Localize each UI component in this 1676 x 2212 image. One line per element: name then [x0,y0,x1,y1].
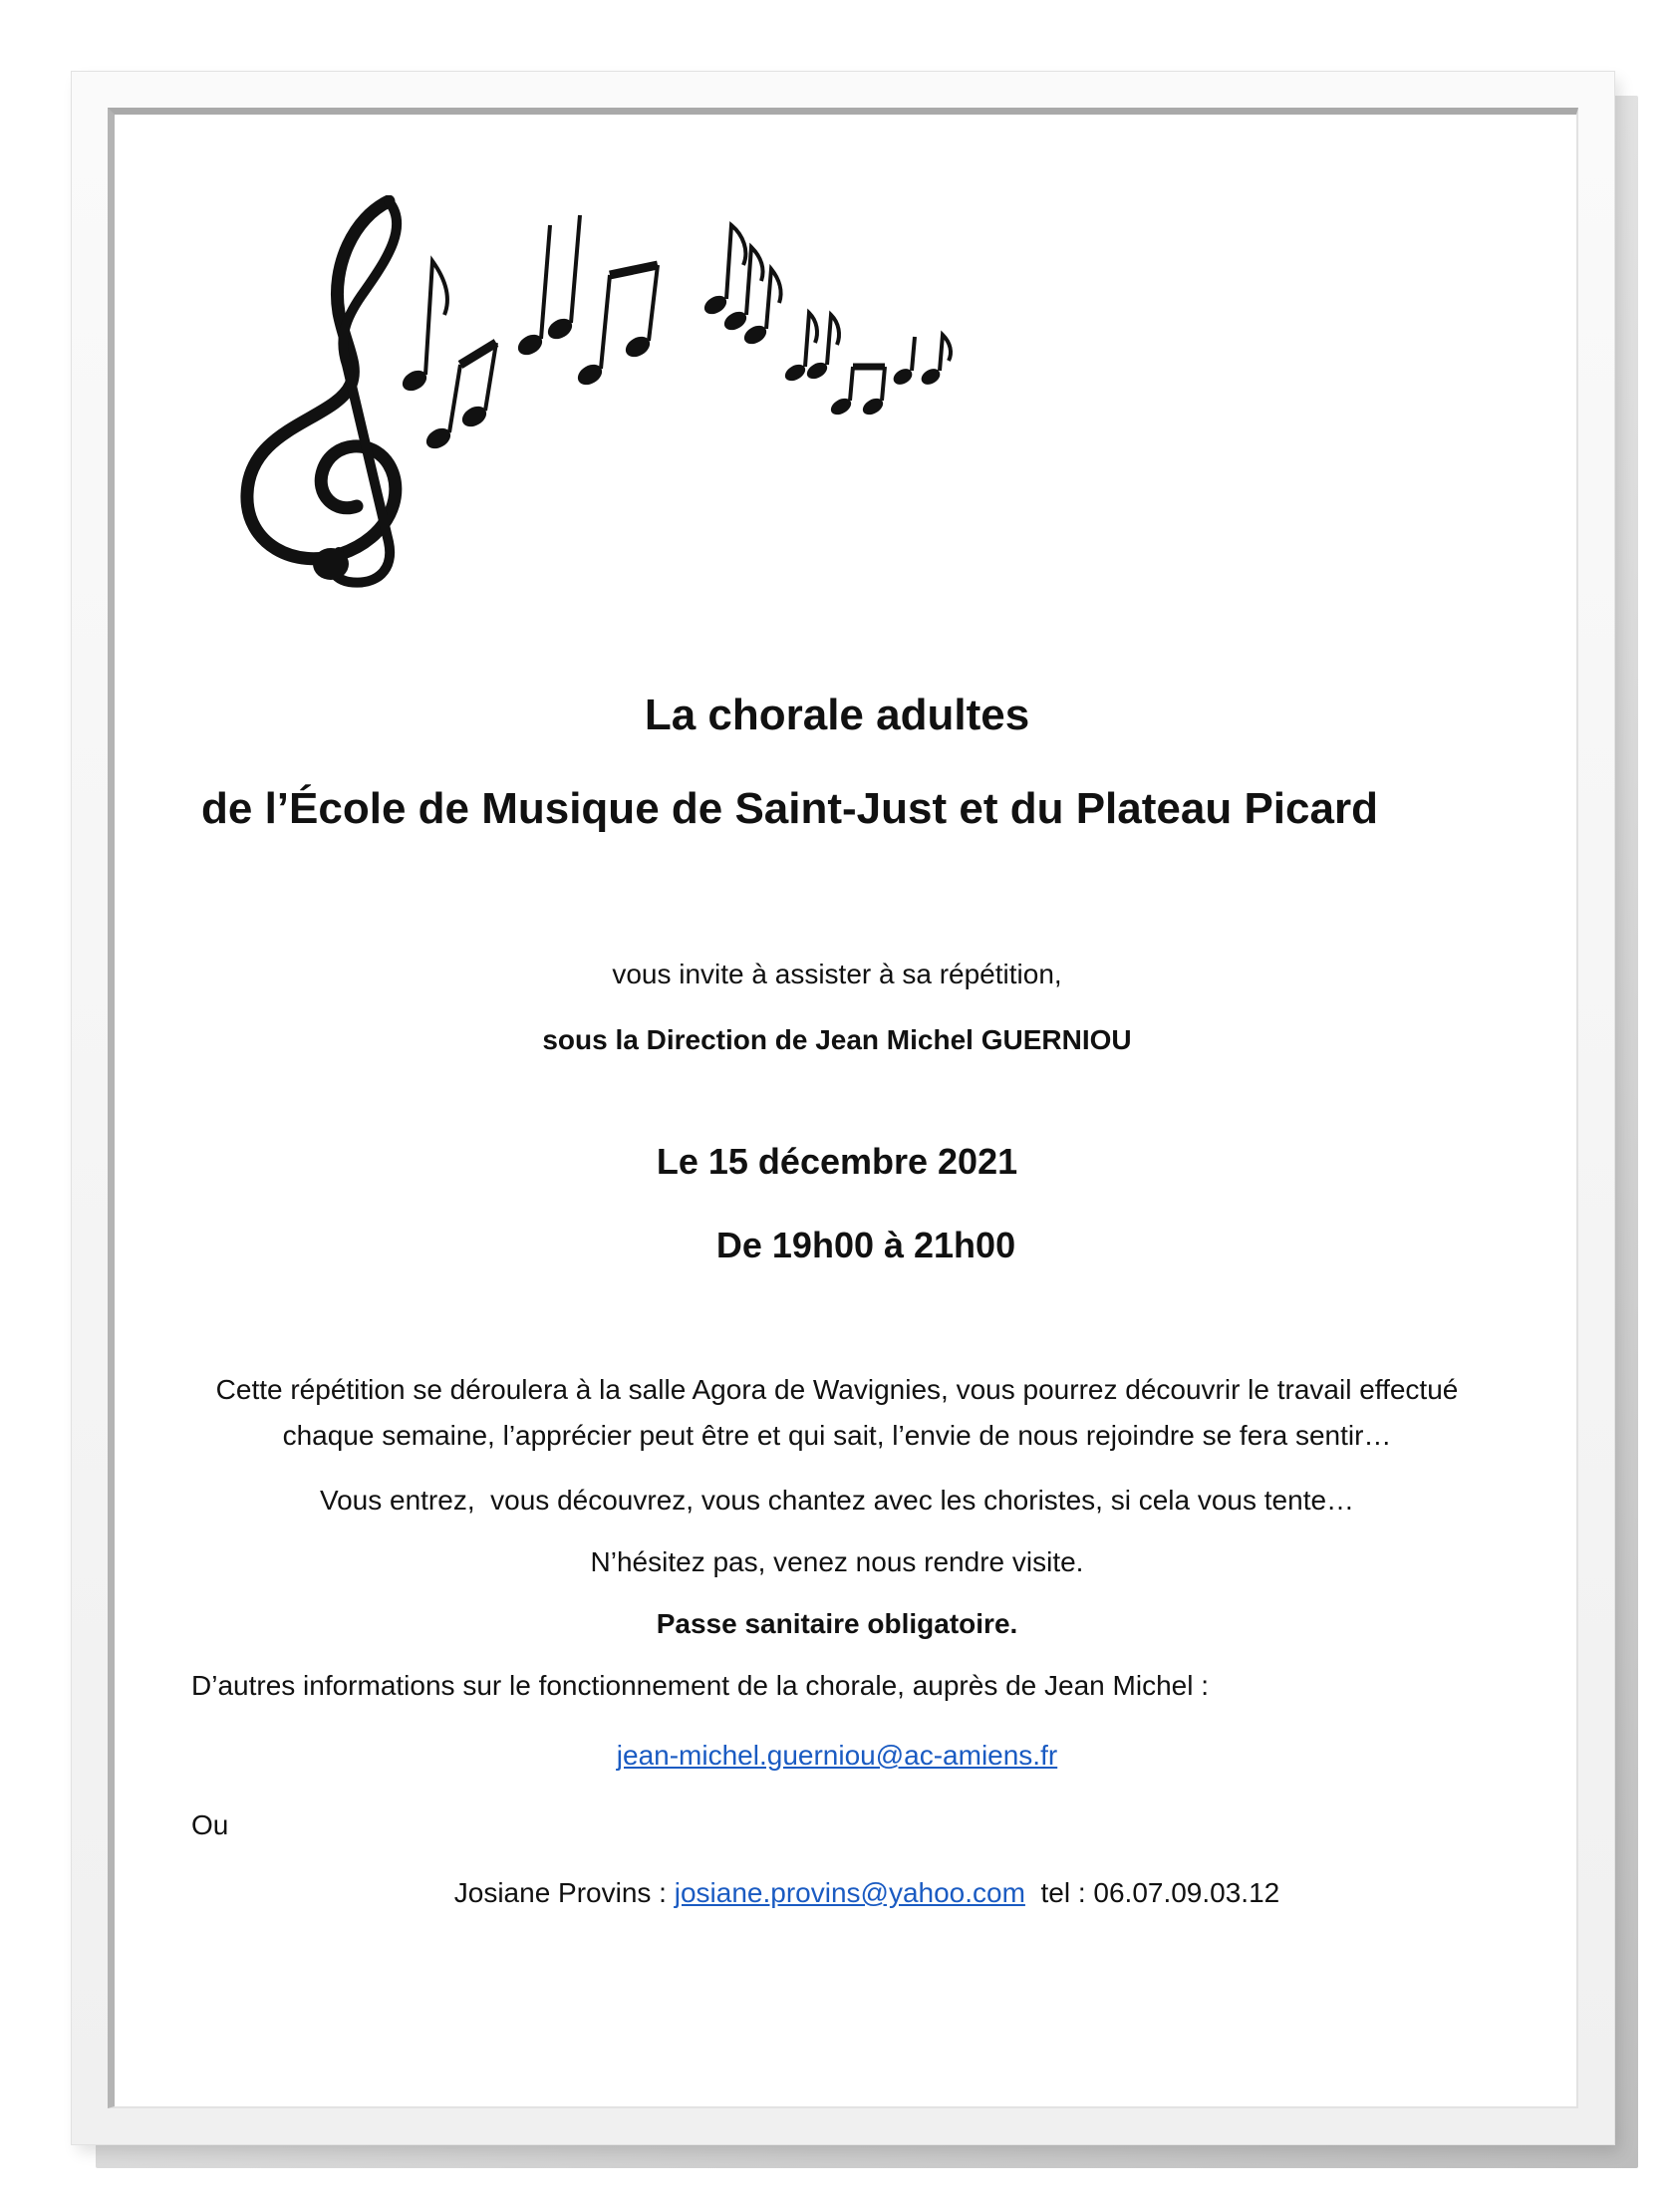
contact-phone: tel : 06.07.09.03.12 [1024,1877,1280,1908]
invite-text: vous invite à assister à sa répétition, [612,959,1062,989]
contact-josiane-row [110,1873,1564,1913]
info-line: D’autres informations sur le fonctionnement de la chorale, auprès de Jean Michel : [191,1670,1209,1701]
event-time: De 19h00 à 21h00 [715,1225,1016,1265]
poster-content [110,688,1564,1913]
contact-name: Josiane Provins : [453,1877,675,1908]
event-date: Le 15 décembre 2021 [656,1141,1018,1182]
heading-title: La chorale adultes [644,691,1030,739]
description-paragraph: Cette répétition se déroulera à la salle Agora de Wavignies, vous pourrez découvrir le travail effectué chaque semaine, l’apprécier peut être et qui sait, l’envie de nous rejoindre se fera sentir… [215,1374,1459,1451]
enter-line: Vous entrez, vous découvrez, vous chantez avec les choristes, si cela vous tente… [319,1485,1355,1516]
or-text: Ou [191,1809,229,1840]
email-jean-michel-row [110,1736,1564,1776]
email-josiane-link[interactable]: josiane.provins@yahoo.com [674,1877,1025,1908]
heading-subtitle: de l’École de Musique de Saint-Just et du Plateau Picard [201,784,1378,833]
treble-clef-music-notes-icon [239,195,996,594]
direction-text: sous la Direction de Jean Michel GUERNIOU [542,1024,1132,1055]
visit-line: N’hésitez pas, venez nous rendre visite. [590,1546,1084,1577]
email-jean-michel-link[interactable]: jean-michel.guerniou@ac-amiens.fr [616,1740,1058,1771]
health-pass-notice: Passe sanitaire obligatoire. [656,1608,1018,1639]
